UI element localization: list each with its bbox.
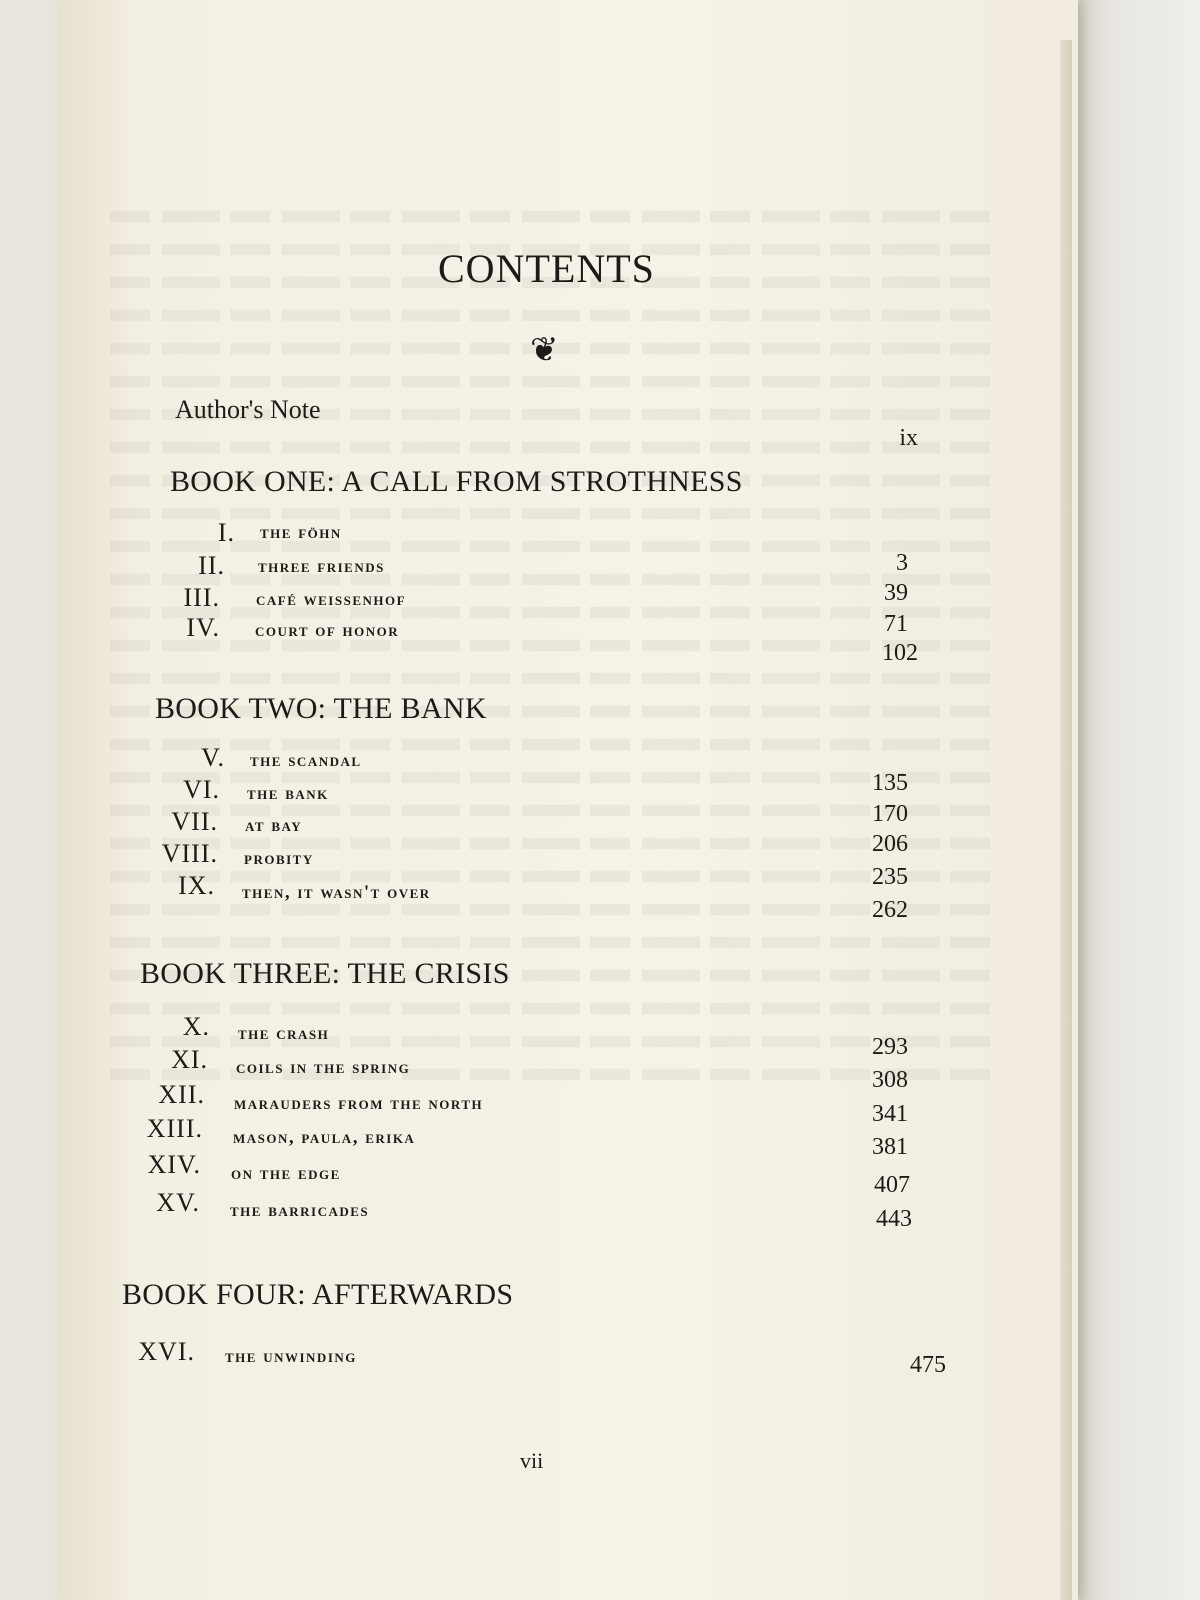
book-three-title: BOOK THREE: THE CRISIS [140, 957, 510, 990]
chapter-numeral: XII. [158, 1080, 205, 1109]
authors-note-label: Author's Note [175, 395, 321, 424]
chapter-page: 135 [872, 770, 908, 796]
page-title: CONTENTS [438, 246, 655, 291]
chapter-title: at bay [245, 815, 303, 836]
chapter-page: 206 [872, 831, 908, 857]
chapter-page: 39 [884, 580, 908, 606]
book-one-title: BOOK ONE: A CALL FROM STROTHNESS [170, 465, 743, 498]
chapter-title: the föhn [260, 522, 342, 543]
chapter-title: the crash [238, 1023, 330, 1044]
chapter-title: three friends [258, 556, 385, 577]
chapter-page: 102 [882, 640, 918, 666]
chapter-title: on the edge [231, 1163, 341, 1184]
chapter-page: 3 [896, 550, 908, 576]
chapter-title: marauders from the north [234, 1093, 484, 1114]
chapter-numeral: V. [201, 743, 225, 772]
chapter-title: court of honor [255, 620, 400, 641]
chapter-numeral: XIV. [147, 1150, 201, 1179]
chapter-numeral: XIII. [146, 1114, 203, 1143]
chapter-page: 293 [872, 1034, 908, 1060]
chapter-numeral: XVI. [138, 1337, 195, 1366]
chapter-title: the scandal [250, 750, 362, 771]
page-edges [1060, 40, 1072, 1600]
book-two-title: BOOK TWO: THE BANK [155, 692, 487, 725]
chapter-page: 308 [872, 1067, 908, 1093]
chapter-page: 381 [872, 1134, 908, 1160]
chapter-page: 341 [872, 1101, 908, 1127]
chapter-page: 443 [876, 1206, 912, 1232]
chapter-numeral: XV. [156, 1188, 200, 1217]
chapter-numeral: VIII. [161, 839, 218, 868]
chapter-page: 407 [874, 1172, 910, 1198]
chapter-numeral: IV. [186, 613, 220, 642]
chapter-title: probity [244, 848, 314, 869]
chapter-numeral: I. [217, 518, 235, 547]
chapter-title: the bank [247, 783, 329, 804]
chapter-page: 262 [872, 897, 908, 923]
chapter-numeral: III. [183, 583, 220, 612]
fleuron-ornament-icon: ❦ [530, 332, 559, 369]
chapter-title: the unwinding [225, 1346, 357, 1367]
chapter-numeral: II. [198, 551, 225, 580]
chapter-numeral: IX. [178, 871, 215, 900]
book-four-title: BOOK FOUR: AFTERWARDS [122, 1278, 514, 1311]
chapter-page: 235 [872, 864, 908, 890]
chapter-page: 170 [872, 801, 908, 827]
chapter-numeral: XI. [171, 1045, 208, 1074]
chapter-title: coils in the spring [236, 1057, 411, 1078]
chapter-title: mason, paula, erika [233, 1127, 416, 1148]
chapter-page: 71 [884, 611, 908, 637]
page-number: vii [520, 1448, 544, 1473]
chapter-title: the barricades [230, 1200, 370, 1221]
chapter-numeral: VI. [183, 775, 220, 804]
authors-note-page: ix [899, 425, 918, 451]
chapter-numeral: X. [182, 1012, 210, 1041]
background-surface [1060, 0, 1200, 1600]
chapter-title: café weissenhof [256, 589, 407, 610]
chapter-page: 475 [910, 1352, 946, 1378]
chapter-title: then, it wasn't over [242, 882, 431, 903]
chapter-numeral: VII. [171, 807, 218, 836]
